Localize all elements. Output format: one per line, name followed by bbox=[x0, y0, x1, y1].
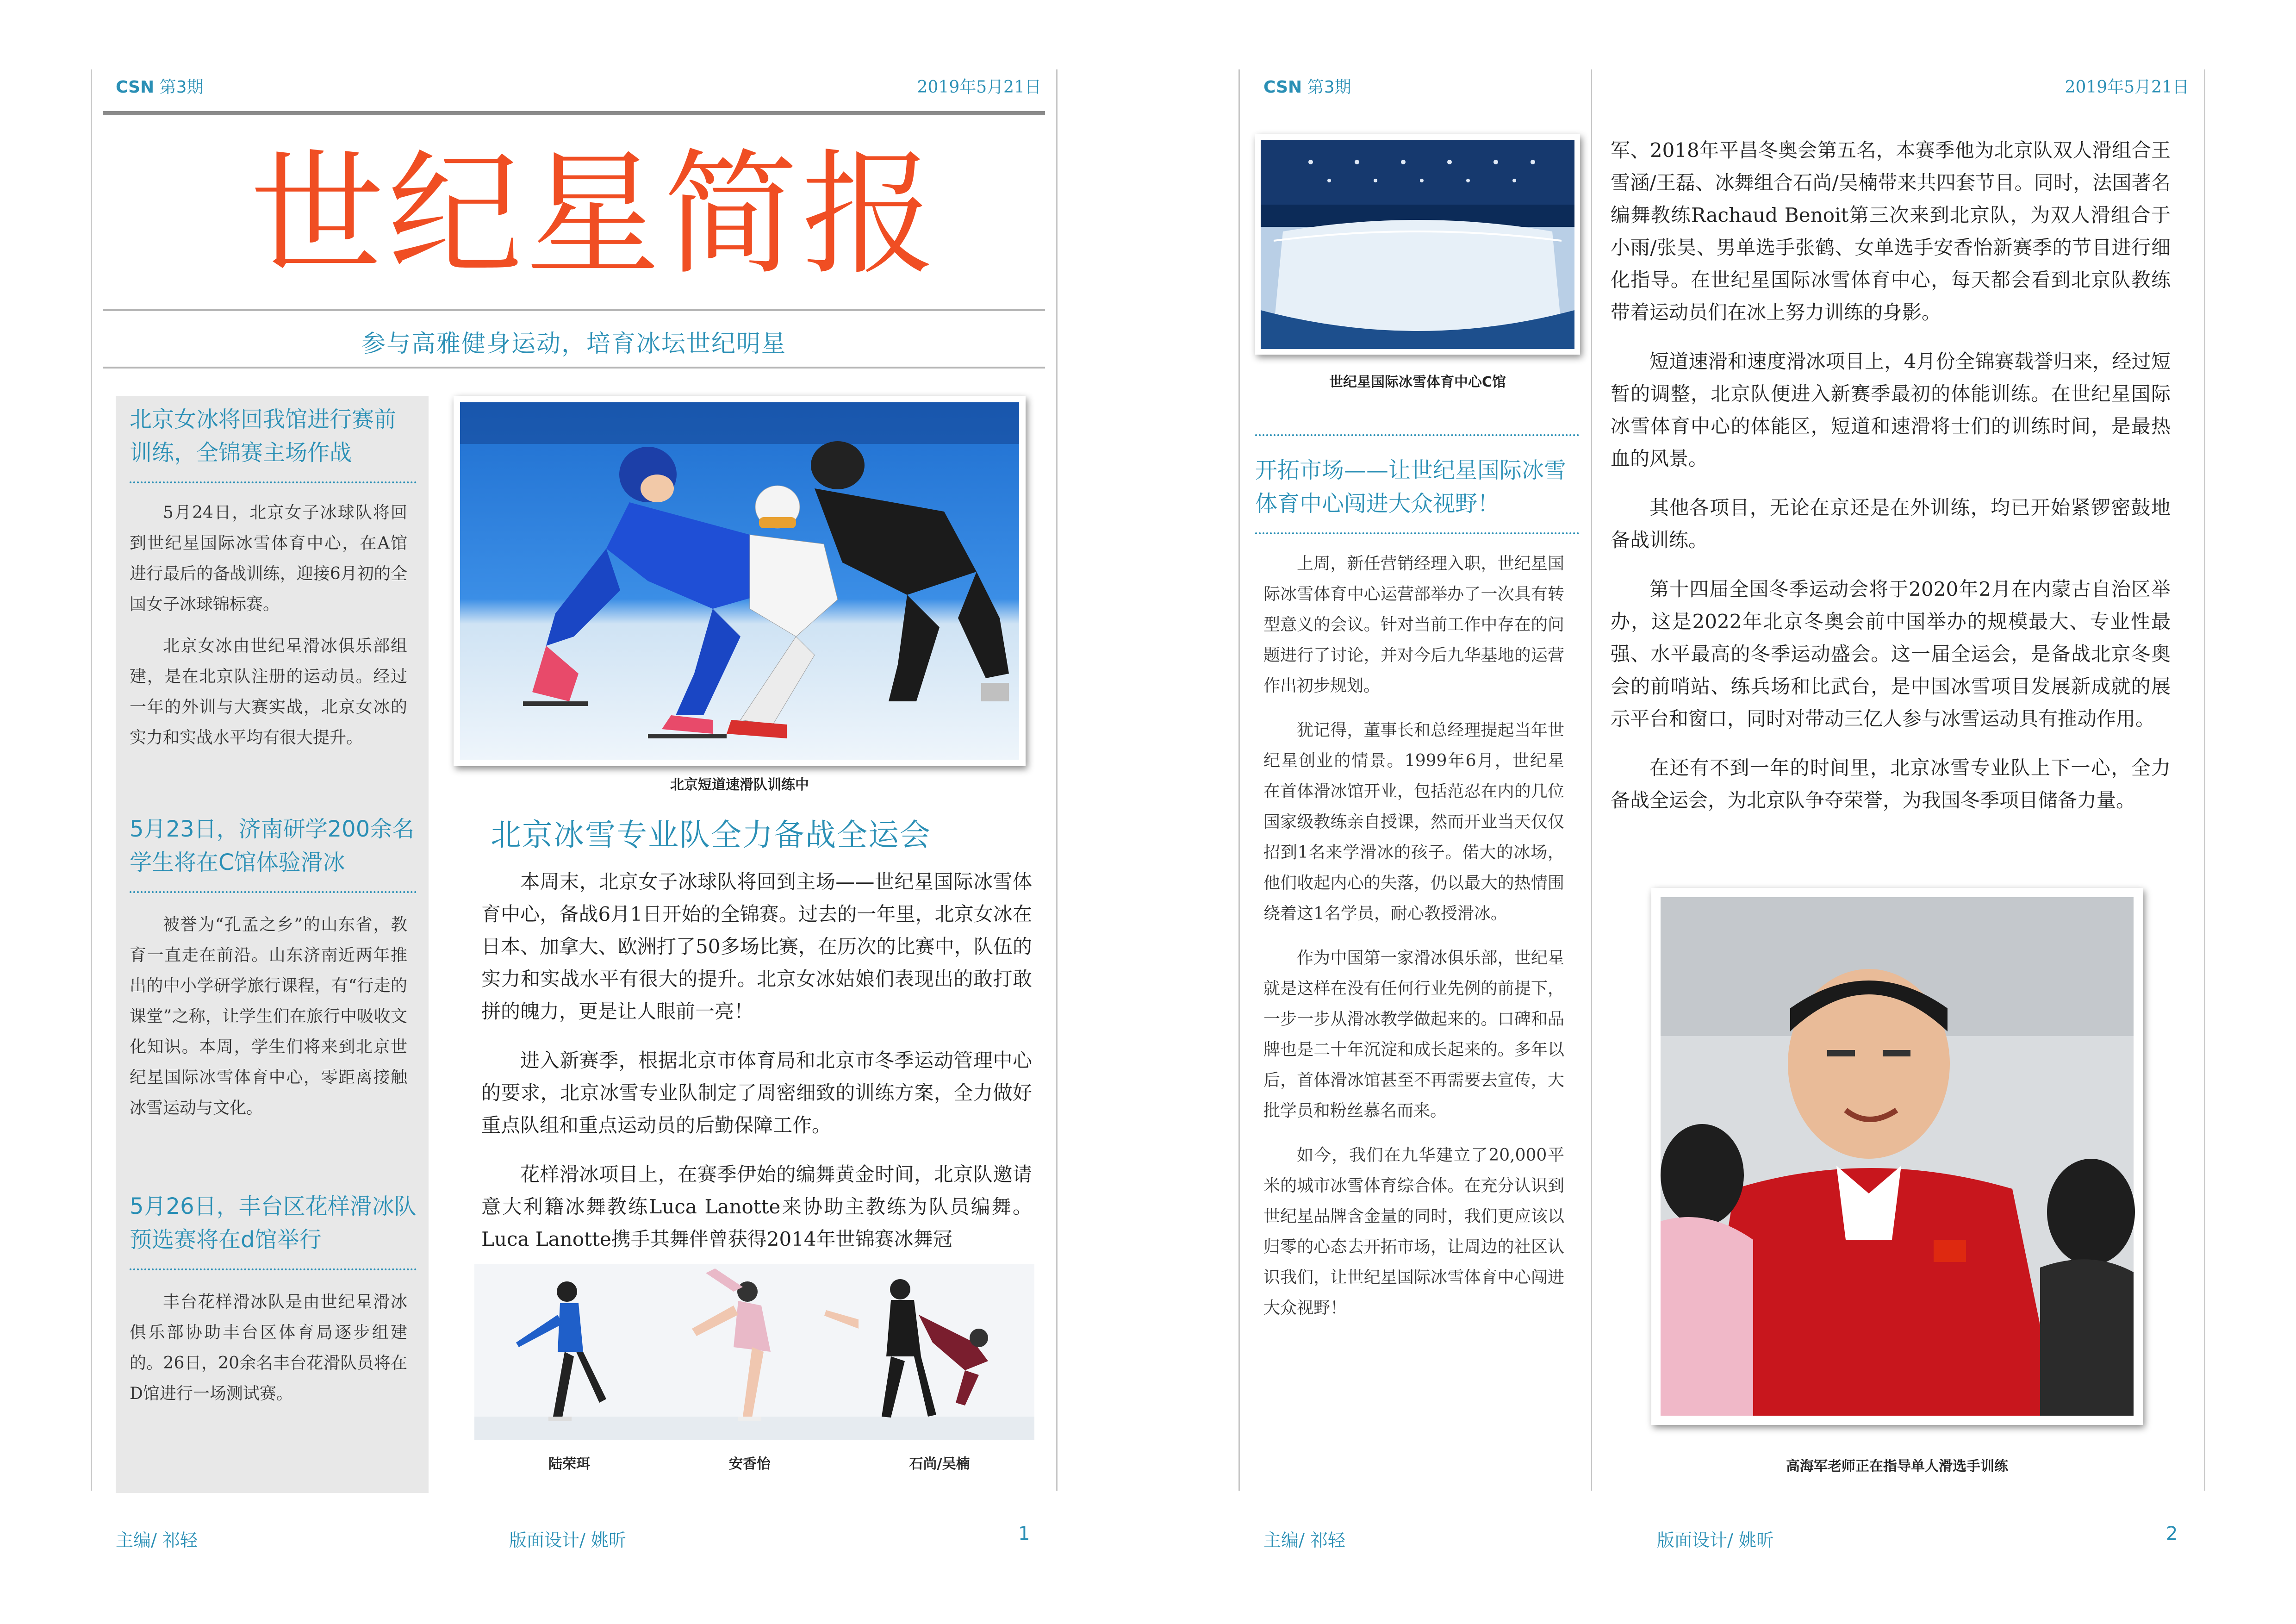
right-para-5: 在还有不到一年的时间里，北京冰雪专业队上下一心，全力备战全运会，为北京队争夺荣誉，为我国冬季项目储备力量。 bbox=[1611, 756, 2171, 812]
skater-caption-1: 陆荣珥 bbox=[548, 1456, 590, 1472]
page-border-right bbox=[1056, 69, 1058, 1491]
mid-para-4: 如今，我们在九华建立了20,000平米的城市冰雪体育综合体。在充分认识到世纪星品牌含金量的同时，我们更应该以归零的心态去开拓市场，让周边的社区认识我们，让世纪星国际冰雪体育中心闯进大众视野！ bbox=[1263, 1146, 1564, 1318]
masthead-top-rule bbox=[103, 111, 1045, 115]
sidebar-item-1-body bbox=[130, 498, 407, 764]
sidebar-item-3-title: 5月26日，丰台区花样滑冰队预选赛将在d馆举行 bbox=[130, 1193, 417, 1253]
article-para-1: 本周末，北京女子冰球队将回到主场——世纪星国际冰雪体育中心，备战6月1日开始的全锦赛。过去的一年里，北京女冰在日本、加拿大、欧洲打了50多场比赛，在历次的比赛中，队伍的实力和实战水平有很大的提升。北京女冰姑娘们表现出的敢打敢拼的魄力，更是让人眼前一亮！ bbox=[481, 870, 1032, 1023]
figure-skaters-image bbox=[474, 1264, 1034, 1440]
short-track-photo bbox=[454, 396, 1026, 766]
sidebar-item-1-para-2: 北京女冰由世纪星滑冰俱乐部组建，是在北京队注册的运动员。经过一年的外训与大赛实战，北京女冰的实力和实战水平均有很大提升。 bbox=[130, 637, 407, 747]
column-divider bbox=[1591, 69, 1592, 1491]
footer-editor: 主编/ 祁轻 bbox=[116, 1530, 198, 1550]
rink-photo bbox=[1255, 134, 1580, 355]
right-para-3: 其他各项目，无论在京还是在外训练，均已开始紧锣密鼓地备战训练。 bbox=[1611, 496, 2171, 551]
brand-csn: CSN bbox=[116, 78, 155, 97]
skater-caption-2: 安香怡 bbox=[729, 1456, 771, 1472]
short-track-photo-image bbox=[454, 396, 1026, 766]
masthead-title: 世纪星简报 bbox=[250, 137, 940, 293]
mid-article-body bbox=[1263, 549, 1564, 1337]
footer-editor: 主编/ 祁轻 bbox=[1263, 1530, 1345, 1550]
section-divider bbox=[1255, 532, 1579, 534]
issue-number: 第3期 bbox=[159, 78, 204, 97]
section-divider bbox=[1255, 434, 1579, 436]
sidebar-item-2-title: 5月23日，济南研学200余名学生将在C馆体验滑冰 bbox=[130, 816, 415, 875]
coach-photo bbox=[1651, 888, 2143, 1425]
short-track-caption: 北京短道速滑队训练中 bbox=[670, 777, 809, 793]
issue-label bbox=[1263, 74, 1351, 98]
issue-date: 2019年5月21日 bbox=[2065, 78, 2189, 97]
figure-skaters-photo bbox=[474, 1264, 1034, 1440]
issue-label bbox=[116, 74, 204, 98]
page-border-right bbox=[2204, 69, 2205, 1491]
sidebar-divider bbox=[130, 481, 417, 483]
sidebar-divider bbox=[130, 1268, 417, 1270]
mid-para-3: 作为中国第一家滑冰俱乐部，世纪星就是这样在没有任何行业先例的前提下，一步一步从滑冰教学做起来的。口碑和品牌也是二十年沉淀和成长起来的。多年以后，首体滑冰馆甚至不再需要去宣传，大批学员和粉丝慕名而来。 bbox=[1263, 949, 1564, 1120]
sidebar-divider bbox=[130, 891, 417, 893]
issue-date: 2019年5月21日 bbox=[917, 78, 1041, 97]
page-2 bbox=[1148, 0, 2296, 1624]
masthead-bottom-rule bbox=[103, 309, 1045, 311]
sidebar-item-3-body bbox=[130, 1287, 407, 1420]
page-border-left bbox=[1238, 69, 1240, 1491]
coach-caption: 高海军老师正在指导单人滑选手训练 bbox=[1786, 1458, 2008, 1474]
page-number: 2 bbox=[2166, 1523, 2178, 1544]
article-para-3: 花样滑冰项目上，在赛季伊始的编舞黄金时间，北京队邀请意大利籍冰舞教练Luca Lanotte来协助主教练为队员编舞。Luca Lanotte携手其舞伴曾获得2014年世锦赛冰舞冠 bbox=[481, 1163, 1032, 1250]
sidebar-item-3-para-1: 丰台花样滑冰队是由世纪星滑冰俱乐部协助丰台区体育局逐步组建的。26日，20余名丰台花滑队员将在D馆进行一场测试赛。 bbox=[130, 1293, 407, 1403]
right-para-2: 短道速滑和速度滑冰项目上，4月份全锦赛载誉归来，经过短暂的调整，北京队便进入新赛季最初的体能训练。在世纪星国际冰雪体育中心的体能区，短道和速滑将士们的训练时间，是最热血的风景。 bbox=[1611, 350, 2171, 470]
rink-photo-image bbox=[1255, 134, 1580, 355]
sidebar-item-1-title: 北京女冰将回我馆进行赛前训练，全锦赛主场作战 bbox=[130, 406, 397, 466]
footer-designer: 版面设计/ 姚昕 bbox=[509, 1530, 626, 1550]
rink-caption: 世纪星国际冰雪体育中心C馆 bbox=[1329, 374, 1506, 390]
tagline-bottom-rule bbox=[103, 367, 1045, 369]
continued-article-body bbox=[1611, 134, 2171, 833]
page-border-left bbox=[91, 69, 92, 1491]
sidebar-item-1-para-1: 5月24日，北京女子冰球队将回到世纪星国际冰雪体育中心，在A馆进行最后的备战训练，迎接6月初的全国女子冰球锦标赛。 bbox=[130, 503, 407, 614]
page-number: 1 bbox=[1018, 1523, 1030, 1544]
right-para-4: 第十四届全国冬季运动会将于2020年2月在内蒙古自治区举办，这是2022年北京冬奥会前中国举办的规模最大、专业性最强、水平最高的冬季运动盛会。这一届全运会，是备战北京冬奥会的前哨站、练兵场和比武台，是中国冰雪项目发展新成就的展示平台和窗口，同时对带动三亿人参与冰雪运动具有推动作用。 bbox=[1611, 578, 2171, 730]
coach-photo-image bbox=[1651, 888, 2143, 1425]
mid-para-1: 上周，新任营销经理入职，世纪星国际冰雪体育中心运营部举办了一次具有转型意义的会议。针对当前工作中存在的问题进行了讨论，并对今后九华基地的运营作出初步规划。 bbox=[1263, 554, 1564, 695]
brand-csn: CSN bbox=[1263, 78, 1302, 97]
issue-number: 第3期 bbox=[1307, 78, 1351, 97]
article-title: 北京冰雪专业队全力备战全运会 bbox=[491, 817, 931, 853]
sidebar-item-2-para-1: 被誉为“孔孟之乡”的山东省，教育一直走在前沿。山东济南近两年推出的中小学研学旅行课程，有“行走的课堂”之称，让学生们在旅行中吸收文化知识。本周，学生们将来到北京世纪星国际冰雪体育中心，零距离接触冰雪运动与文化。 bbox=[130, 915, 407, 1118]
tagline: 参与高雅健身运动，培育冰坛世纪明星 bbox=[361, 330, 786, 358]
article-body bbox=[481, 866, 1032, 1272]
mid-para-2: 犹记得，董事长和总经理提起当年世纪星创业的情景。1999年6月，世纪星在首体滑冰馆开业，包括范忍在内的几位国家级教练亲自授课，然而开业当天仅仅招到1名来学滑冰的孩子。偌大的冰场，他们收起内心的失落，仍以最大的热情围绕着这1名学员，耐心教授滑冰。 bbox=[1263, 721, 1564, 923]
mid-article-title: 开拓市场——让世纪星国际冰雪体育中心闯进大众视野！ bbox=[1255, 457, 1567, 517]
right-para-1: 军、2018年平昌冬奥会第五名，本赛季他为北京队双人滑组合王雪涵/王磊、冰舞组合石尚/吴楠带来共四套节目。同时，法国著名编舞教练Rachaud Benoit第三次来到北京队，为双人滑组合于小雨/张昊、男单选手张鹤、女单选手安香怡新赛季的节目进行细化指导。在世纪星国际冰雪体育中心，每天都会看到北京队教练带着运动员们在冰上努力训练的身影。 bbox=[1611, 139, 2171, 324]
article-para-2: 进入新赛季，根据北京市体育局和北京市冬季运动管理中心的要求，北京冰雪专业队制定了周密细致的训练方案，全力做好重点队组和重点运动员的后勤保障工作。 bbox=[481, 1049, 1032, 1137]
footer-designer: 版面设计/ 姚昕 bbox=[1657, 1530, 1774, 1550]
sidebar-item-2-body bbox=[130, 910, 407, 1135]
skater-caption-3: 石尚/吴楠 bbox=[909, 1456, 970, 1472]
